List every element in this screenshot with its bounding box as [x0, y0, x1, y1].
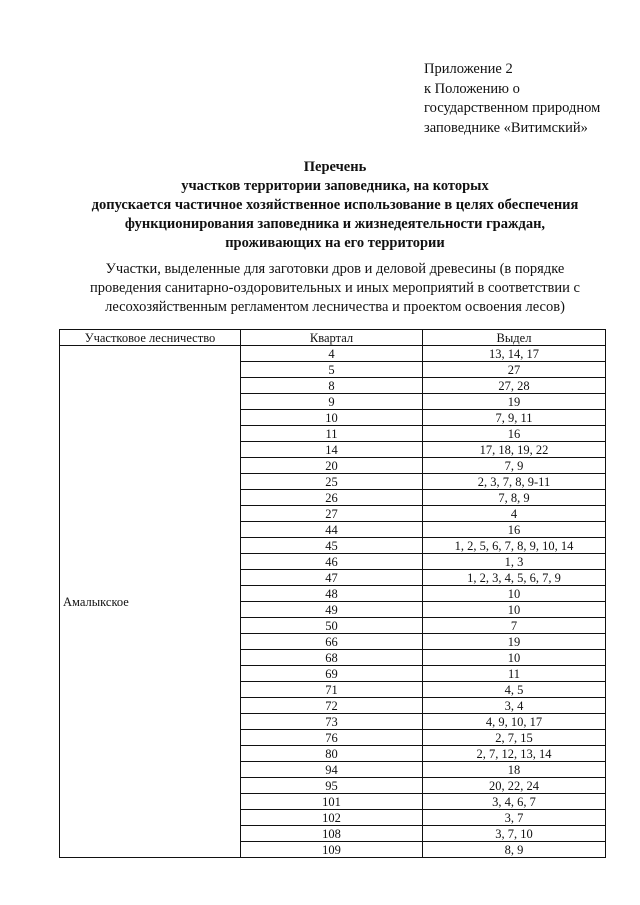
kvartal-cell: 5	[241, 362, 423, 378]
kvartal-cell: 76	[241, 730, 423, 746]
table-row	[60, 346, 606, 362]
vydel-cell: 20, 22, 24	[423, 778, 606, 794]
kvartal-cell: 80	[241, 746, 423, 762]
vydel-cell: 4	[423, 506, 606, 522]
kvartal-cell: 101	[241, 794, 423, 810]
kvartal-cell: 4	[241, 346, 423, 362]
vydel-cell: 2, 7, 15	[423, 730, 606, 746]
forestry-cell: Амалыкское	[60, 346, 241, 858]
annex-line: заповеднике «Витимский»	[424, 119, 588, 136]
intro-paragraph	[60, 260, 610, 317]
vydel-cell: 18	[423, 762, 606, 778]
kvartal-cell: 95	[241, 778, 423, 794]
kvartal-cell: 45	[241, 538, 423, 554]
vydel-cell: 3, 4, 6, 7	[423, 794, 606, 810]
kvartal-cell: 25	[241, 474, 423, 490]
vydel-cell: 19	[423, 634, 606, 650]
kvartal-cell: 102	[241, 810, 423, 826]
vydel-cell: 16	[423, 522, 606, 538]
kvartal-cell: 14	[241, 442, 423, 458]
vydel-cell: 7, 9, 11	[423, 410, 606, 426]
kvartal-cell: 8	[241, 378, 423, 394]
kvartal-cell: 48	[241, 586, 423, 602]
vydel-cell: 4, 5	[423, 682, 606, 698]
kvartal-cell: 109	[241, 842, 423, 858]
header-forestry: Участковое лесничество	[60, 330, 241, 346]
kvartal-cell: 10	[241, 410, 423, 426]
annex-line: государственном природном	[424, 100, 601, 116]
vydel-cell: 4, 9, 10, 17	[423, 714, 606, 730]
kvartal-cell: 46	[241, 554, 423, 570]
intro-line: Участки, выделенные для заготовки дров и деловой древесины (в порядке	[105, 261, 565, 277]
kvartal-cell: 11	[241, 426, 423, 442]
kvartal-cell: 66	[241, 634, 423, 650]
kvartal-cell: 68	[241, 650, 423, 666]
header-vydel: Выдел	[423, 330, 606, 346]
kvartal-cell: 50	[241, 618, 423, 634]
vydel-cell: 7, 9	[423, 458, 606, 474]
kvartal-cell: 69	[241, 666, 423, 682]
kvartal-cell: 47	[241, 570, 423, 586]
vydel-cell: 11	[423, 666, 606, 682]
title-line: функционирования заповедника и жизнедеятельности граждан,	[124, 216, 546, 232]
intro-line: лесохозяйственным регламентом лесничества и проектом освоения лесов)	[105, 299, 565, 315]
annex-line: к Положению о	[424, 80, 520, 97]
title-line: проживающих на его территории	[225, 235, 445, 251]
title-line: Перечень	[303, 159, 367, 175]
vydel-cell: 27, 28	[423, 378, 606, 394]
vydel-cell: 10	[423, 602, 606, 618]
vydel-cell: 3, 7, 10	[423, 826, 606, 842]
vydel-cell: 3, 7	[423, 810, 606, 826]
vydel-cell: 2, 7, 12, 13, 14	[423, 746, 606, 762]
annex-line: Приложение 2	[424, 61, 513, 77]
kvartal-cell: 94	[241, 762, 423, 778]
vydel-cell: 10	[423, 586, 606, 602]
kvartal-cell: 26	[241, 490, 423, 506]
vydel-cell: 7, 8, 9	[423, 490, 606, 506]
header-kvartal: Квартал	[241, 330, 423, 346]
annex-reference	[424, 60, 634, 138]
intro-line: проведения санитарно-оздоровительных и иных мероприятий в соответствии с	[90, 280, 580, 296]
title-line: допускается частичное хозяйственное использование в целях обеспечения	[91, 197, 579, 213]
vydel-cell: 13, 14, 17	[423, 346, 606, 362]
kvartal-cell: 27	[241, 506, 423, 522]
title-line: участков территории заповедника, на которых	[181, 178, 489, 194]
table-body	[60, 346, 606, 858]
kvartal-cell: 108	[241, 826, 423, 842]
kvartal-cell: 20	[241, 458, 423, 474]
vydel-cell: 27	[423, 362, 606, 378]
vydel-cell: 1, 2, 5, 6, 7, 8, 9, 10, 14	[423, 538, 606, 554]
vydel-cell: 7	[423, 618, 606, 634]
kvartal-cell: 49	[241, 602, 423, 618]
kvartal-cell: 72	[241, 698, 423, 714]
table-header-row	[60, 330, 606, 346]
vydel-cell: 17, 18, 19, 22	[423, 442, 606, 458]
kvartal-cell: 73	[241, 714, 423, 730]
vydel-cell: 16	[423, 426, 606, 442]
document-title	[40, 158, 630, 253]
kvartal-cell: 44	[241, 522, 423, 538]
vydel-cell: 2, 3, 7, 8, 9-11	[423, 474, 606, 490]
vydel-cell: 1, 2, 3, 4, 5, 6, 7, 9	[423, 570, 606, 586]
vydel-cell: 8, 9	[423, 842, 606, 858]
kvartal-cell: 9	[241, 394, 423, 410]
vydel-cell: 19	[423, 394, 606, 410]
kvartal-cell: 71	[241, 682, 423, 698]
plots-table	[59, 329, 606, 858]
vydel-cell: 3, 4	[423, 698, 606, 714]
vydel-cell: 10	[423, 650, 606, 666]
vydel-cell: 1, 3	[423, 554, 606, 570]
